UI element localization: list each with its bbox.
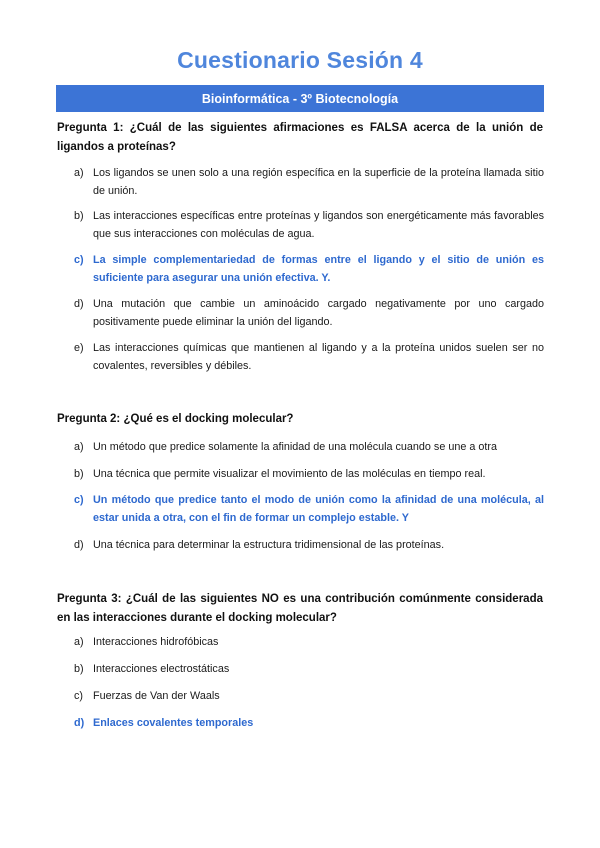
option-letter: d) — [74, 717, 85, 729]
question-1-option-c-correct — [74, 251, 544, 287]
question-3 — [57, 590, 543, 628]
option-text: Los ligandos se unen solo a una región específica en la superficie de la proteína llamada sitio de unión. — [93, 167, 544, 197]
question-3-number: Pregunta 3: — [57, 593, 122, 605]
option-letter: b) — [74, 210, 84, 222]
option-text: Una mutación que cambie un aminoácido cargado negativamente por uno cargado positivamente puede eliminar la unión del ligando. — [93, 298, 544, 328]
question-2-option-c-correct — [74, 491, 544, 527]
question-3-option-b — [74, 660, 544, 678]
question-2-option-d — [74, 536, 544, 554]
question-3-text: ¿Cuál de las siguientes NO es una contribución comúnmente considerada en las interacciones durante el docking molecular? — [57, 593, 543, 624]
option-letter: a) — [74, 167, 84, 179]
question-3-option-c — [74, 687, 544, 705]
option-letter: b) — [74, 663, 84, 675]
option-letter: e) — [74, 342, 84, 354]
option-letter: d) — [74, 539, 84, 551]
option-text: Interacciones electrostáticas — [93, 663, 230, 675]
question-2-text: ¿Qué es el docking molecular? — [123, 413, 294, 425]
question-1 — [57, 119, 543, 157]
option-letter: c) — [74, 494, 84, 506]
option-letter: c) — [74, 690, 83, 702]
question-1-option-b — [74, 207, 544, 243]
option-text: Fuerzas de Van der Waals — [93, 690, 220, 702]
option-letter: b) — [74, 468, 84, 480]
option-text: La simple complementariedad de formas entre el ligando y el sitio de unión es suficiente para asegurar una unión efectiva. Y. — [93, 254, 544, 284]
question-1-option-a — [74, 164, 544, 200]
option-text: Enlaces covalentes temporales — [93, 717, 254, 729]
question-1-text: ¿Cuál de las siguientes afirmaciones es FALSA acerca de la unión de ligandos a proteínas? — [57, 122, 544, 153]
option-letter: d) — [74, 298, 84, 310]
page-title: Cuestionario Sesión 4 — [177, 47, 423, 73]
question-1-number: Pregunta 1: — [57, 122, 124, 134]
option-text: Las interacciones específicas entre proteínas y ligandos son energéticamente más favorables que sus interacciones con moléculas de agua. — [93, 210, 544, 240]
question-2-option-a — [74, 438, 544, 456]
question-2 — [57, 410, 543, 429]
option-text: Interacciones hidrofóbicas — [93, 636, 219, 648]
option-letter: a) — [74, 441, 84, 453]
option-text: Un método que predice solamente la afinidad de una molécula cuando se une a otra — [93, 441, 497, 453]
question-2-option-b — [74, 465, 544, 483]
subtitle-banner: Bioinformática - 3º Biotecnología — [56, 85, 544, 112]
question-3-option-a — [74, 633, 544, 651]
question-1-option-e — [74, 339, 544, 375]
question-2-number: Pregunta 2: — [57, 413, 121, 425]
option-text: Una técnica que permite visualizar el movimiento de las moléculas en tiempo real. — [93, 468, 486, 480]
option-letter: a) — [74, 636, 84, 648]
option-text: Una técnica para determinar la estructura tridimensional de las proteínas. — [93, 539, 445, 551]
question-3-option-d-correct — [74, 714, 544, 732]
question-1-option-d — [74, 295, 544, 331]
option-text: Las interacciones químicas que mantienen al ligando y a la proteína unidos suelen ser no covalentes, reversibles y débiles. — [93, 342, 544, 372]
option-letter: c) — [74, 254, 84, 266]
option-text: Un método que predice tanto el modo de unión como la afinidad de una molécula, al estar unida a otra, con el fin de formar un complejo estable. Y — [93, 494, 544, 524]
